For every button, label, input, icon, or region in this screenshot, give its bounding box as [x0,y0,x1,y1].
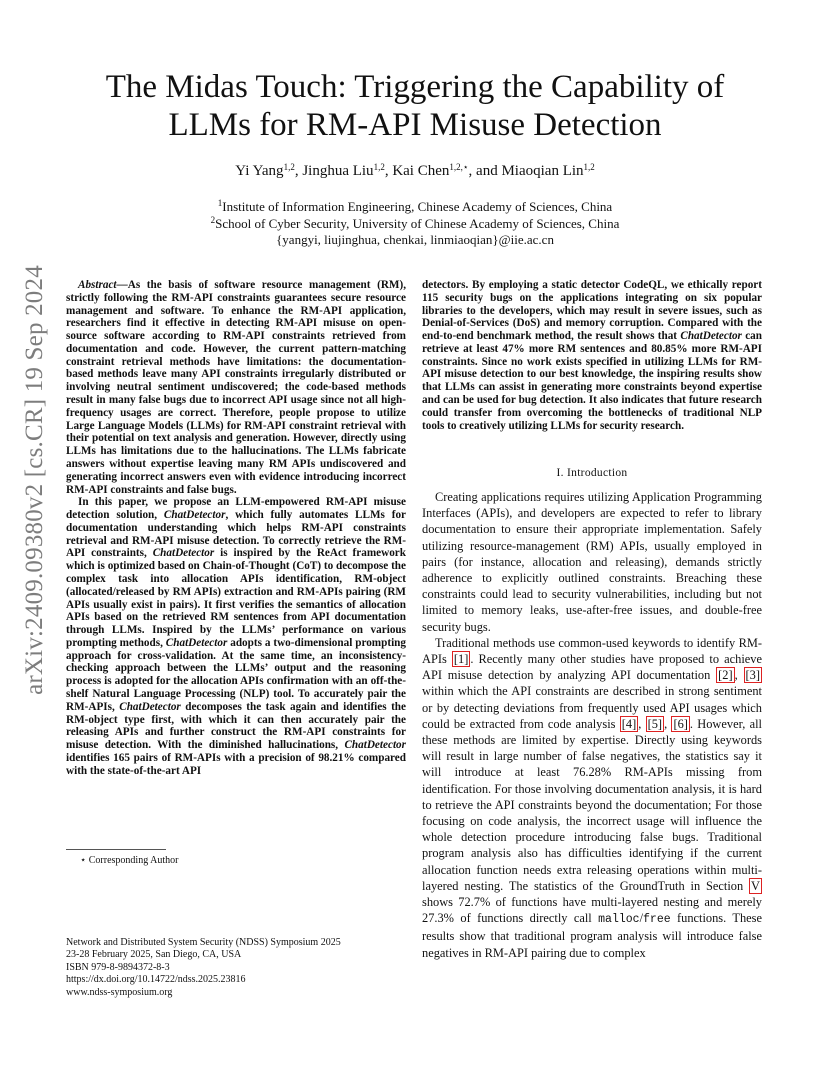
affiliation-1: $^1$Institute of Information Engineering, Chinese Academy of Sciences, China [217,198,613,214]
affiliations [60,199,770,249]
venue-line: Network and Distributed System Security (NDSS) Symposium 2025 [66,937,341,948]
citation-link[interactable]: [1] [453,652,469,667]
venue-line: 23-28 February 2025, San Diego, CA, USA [66,949,242,961]
venue-website[interactable]: www.ndss-symposium.org [66,986,173,998]
introduction-body [422,489,762,961]
intro-paragraph-2: Traditional methods use common-used keywords to identify RM-APIs [1] . Recently many other studies have proposed to achieve API misuse detection by analyzing API documentation [2] , [3] within which the API constraints are described in strong sentiment or by detecting deviations from frequently used API usages which could be extracted from code analysis [4] , [5] , [6] . However, all these methods are limited by expertise. Directly using keywords will result in large number of false negatives, the statistics say it will introduce at least 76.28% RM-APIs missing from identification. For those involving documentation analysis, it is hard to retrieve the API constraints beyond the documentation; For those focusing on code analysis, the incorrect usage will influence the whole detection procedure introducing false bugs. Traditional program analysis also has difficulties identifying if the current allocation function needs extra releasing operations within multi-layered nesting. The statistics of the GroundTruth in Section V shows 72.7% of functions have multi-layered nesting and merely 27.3% of functions directly call malloc/free functions. These results show that traditional program analysis will introduce false negatives in RM-API pairing due to complex [422,635,762,960]
abstract-continuation: detectors. By employing a static detector CodeQL, we ethically report 115 security bugs on the applications integrating on six popular libraries to the developers, which may result in severe issues, such as Denial-of-Services (DoS) and memory corruption. Compared with the end-to-end benchmark method, the result shows that [422,279,762,343]
abstract-paragraph-1: Abstract—As the basis of software resource management (RM), strictly following the RM-API constraints guarantees secure resource management and software. To enhance the RM-API application, researchers find it effective in detecting RM-API misuse on open-source software according to RM-API constraints retrieved from documentation and code. However, the current pattern-matching constraint retrieval methods have limitations: the documentation-based methods leave many API constraints irregularly distributed or involving neutral sentiment undiscovered; the code-based methods result in many false bugs due to incorrect API usage since not all high-frequency usages are correct. Therefore, people propose to utilize Large Language Models (LLMs) for RM-API constraint retrieval with their potential on text analysis and generation. However, directly using LLMs has limitations due to the hallucinations. The LLMs fabricate answers without expertise leaving many RM APIs undiscovered and generating incorrect answers even with evidence introducing incorrect RM-API constraints and false bugs. [66,279,406,496]
abstract-right-column: detectors. By employing a static detector CodeQL, we ethically report 115 security bugs on the applications integrating on six popular libraries to the developers, which may result in severe issues, such as Denial-of-Services (DoS) and memory corruption. Compared with the end-to-end benchmark method, the result shows that ChatDetector can retrieve at least 47% more RM sentences and 80.85% more RM-API constraints. Since no work exists specified in utilizing LLMs for RM-API misuse detection to our best knowledge, the inspiring results show that LLMs can assist in generating more constraints beyond expertise and can be used for bug detection. It also indicates that future research could transfer from overcoming the bottlenecks of traditional NLP tools to creatively utilizing LLMs for security research. [422,279,762,432]
citation-link[interactable]: [5] [647,716,663,731]
title-line-1: The Midas Touch: Triggering the Capability of [105,69,725,105]
author-2: Jinghua Liu$^{1,2}$ [302,162,385,179]
intro-paragraph-1: Creating applications requires utilizing Application Programming Interfaces (APIs), and developers are expected to refer to library documentation to ensure their appropriate implementation. Safely utilizing resource-management (RM) APIs, usually employed in pairs (for instance, allocation and releasing), demands strictly adherence to explicitly outlined constraints. Breaching these constraints could lead to security vulnerabilities, including but not limited to memory leaks, use-after-free issues, and double-free security bugs. [422,490,762,634]
abstract-left-column [66,279,406,777]
paper-title [60,68,770,144]
affiliation-2: $^2$School of Cyber Security, University of Chinese Academy of Sciences, China [210,214,620,231]
footnote: ⋆ Corresponding Author [80,855,179,866]
section-heading-introduction: I. Introduction [556,467,628,479]
author-1: Yi Yang$^{1,2}$ [235,162,295,179]
citation-link[interactable]: [3] [745,668,760,683]
venue-line: ISBN 979-8-9894372-8-3 [66,961,170,973]
author-emails: {yangyi, liujinghua, chenkai, linmiaoqian}@iie.ac.cn [276,232,554,247]
venue-info [66,937,341,999]
author-4: Miaoqian Lin$^{1,2}$ [501,162,595,179]
abstract-label: Abstract [78,279,117,291]
footnote-rule [66,849,166,850]
section-link[interactable]: V [751,878,760,893]
venue-doi[interactable]: https://dx.doi.org/10.14722/ndss.2025.23816 [66,974,246,986]
citation-link[interactable]: [6] [673,716,688,731]
arxiv-stamp-text: arXiv:2409.09380v2 [cs.CR] 19 Sep 2024 [21,265,49,695]
code-malloc: malloc [598,913,640,927]
author-3: Kai Chen$^{1,2,⋆}$ [392,162,469,179]
code-free: free [643,913,671,927]
title-line-2: LLMs for RM-API Misuse Detection [168,107,662,143]
author-list: Yi Yang$^{1,2}$, Jinghua Liu$^{1,2}$, Kai Chen$^{1,2,⋆}$, and Miaoqian Lin$^{1,2}$ [235,162,595,179]
arxiv-stamp [10,265,60,695]
citation-link[interactable]: [2] [718,668,733,683]
abstract-paragraph-2: In this paper, we propose an LLM-empowered RM-API misuse detection solution, ChatDetector, which fully automates LLMs for documentation understanding which helps RM-API constraints retrieval and RM-API misuse detection. To correctly retrieve the RM-API constraints, ChatDetector is inspired by the ReAct framework which is optimized based on Chain-of-Thought (CoT) to decompose the complex task into allocation APIs identification, RM-object (allocated/released by RM APIs) extraction and RM-APIs pairing (RM APIs usually exist in pairs). It first verifies the semantics of allocation APIs based on the retrieved RM sentences from API documentation through LLMs. Inspired by the LLMs’ performance on various prompting methods, ChatDetector adopts a two-dimensional prompting approach for cross-validation. At the same time, an inconsistency-checking approach between the LLMs’ output and the reasoning process is adopted for the allocation APIs confirmation with an off-the-shelf Natural Language Processing (NLP) tool. To accurately pair the RM-APIs, ChatDetector decomposes the task again and identifies the RM-object type first, with which it can then accurately pair the releasing APIs and further construct the RM-API constraints for misuse detection. With the diminished hallucinations, ChatDetector identifies 165 pairs of RM-APIs with a precision of 98.21% compared with the state-of-the-art API [66,496,407,777]
citation-link[interactable]: [4] [621,716,637,731]
